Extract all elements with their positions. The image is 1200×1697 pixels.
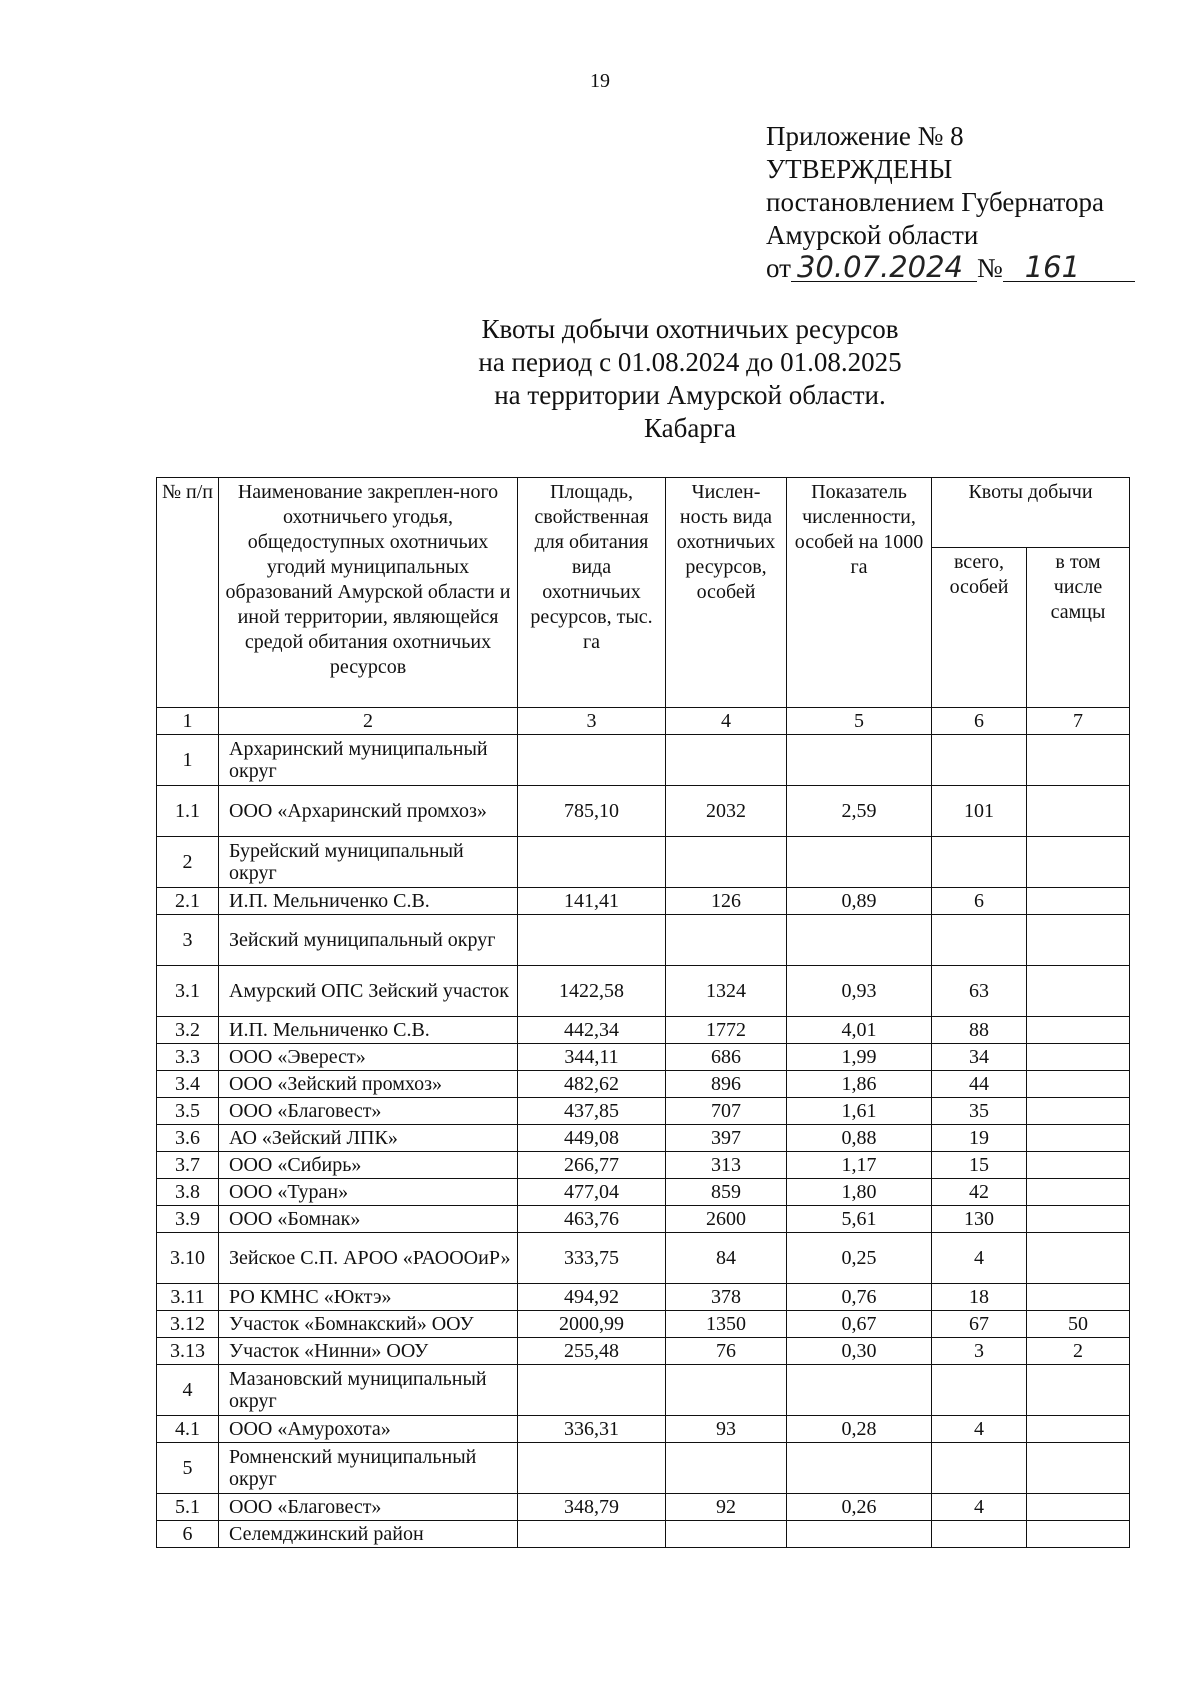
table-row — [157, 1284, 1130, 1311]
cell-quota-males — [1027, 888, 1130, 915]
cell-population: 126 — [666, 888, 787, 915]
cell-area — [518, 1521, 666, 1548]
cell-quota-total: 130 — [932, 1206, 1027, 1233]
cell-area: 333,75 — [518, 1233, 666, 1284]
cell-name: Амурский ОПС Зейский участок — [219, 966, 518, 1017]
table-row — [157, 837, 1130, 888]
cell-density — [787, 915, 932, 966]
handwritten-number: 161 — [1003, 253, 1135, 282]
title-line-3: на территории Амурской области. — [494, 380, 886, 410]
title-line-2: на период с 01.08.2024 до 01.08.2025 — [478, 347, 902, 377]
header-quota: Квоты добычи — [932, 478, 1130, 548]
table-row — [157, 1152, 1130, 1179]
cell-quota-males — [1027, 1521, 1130, 1548]
cell-name: Мазановский муниципальный округ — [219, 1365, 518, 1416]
approval-line-2: Амурской области — [766, 220, 979, 250]
cell-quota-males — [1027, 1071, 1130, 1098]
cell-quota-males — [1027, 1416, 1130, 1443]
cell-name: И.П. Мельниченко С.В. — [219, 888, 518, 915]
cell-population: 686 — [666, 1044, 787, 1071]
cell-num: 3 — [157, 915, 219, 966]
cell-density — [787, 1365, 932, 1416]
cell-population: 1350 — [666, 1311, 787, 1338]
cell-name: Участок «Бомнакский» ООУ — [219, 1311, 518, 1338]
cell-quota-males: 2 — [1027, 1338, 1130, 1365]
cell-population: 2600 — [666, 1206, 787, 1233]
cell-num: 1.1 — [157, 786, 219, 837]
cell-name: ООО «Туран» — [219, 1179, 518, 1206]
table-row — [157, 1521, 1130, 1548]
column-number: 6 — [932, 708, 1027, 735]
cell-quota-males — [1027, 1017, 1130, 1044]
cell-name: ООО «Бомнак» — [219, 1206, 518, 1233]
cell-num: 3.4 — [157, 1071, 219, 1098]
cell-quota-total: 6 — [932, 888, 1027, 915]
column-number: 5 — [787, 708, 932, 735]
cell-area: 336,31 — [518, 1416, 666, 1443]
cell-quota-males — [1027, 1152, 1130, 1179]
cell-density: 0,93 — [787, 966, 932, 1017]
cell-quota-total: 101 — [932, 786, 1027, 837]
cell-quota-males — [1027, 1179, 1130, 1206]
table-row — [157, 1338, 1130, 1365]
cell-population: 313 — [666, 1152, 787, 1179]
cell-density — [787, 1521, 932, 1548]
table-row — [157, 1233, 1130, 1284]
cell-area: 477,04 — [518, 1179, 666, 1206]
table-row — [157, 966, 1130, 1017]
cell-quota-total: 15 — [932, 1152, 1027, 1179]
number-prefix: № — [976, 253, 1003, 283]
cell-area: 141,41 — [518, 888, 666, 915]
cell-name: ООО «Амурохота» — [219, 1416, 518, 1443]
cell-num: 3.12 — [157, 1311, 219, 1338]
cell-quota-males — [1027, 915, 1130, 966]
cell-population — [666, 915, 787, 966]
cell-num: 3.2 — [157, 1017, 219, 1044]
cell-num: 5 — [157, 1443, 219, 1494]
cell-population: 2032 — [666, 786, 787, 837]
cell-population: 1772 — [666, 1017, 787, 1044]
cell-population: 378 — [666, 1284, 787, 1311]
cell-quota-males — [1027, 735, 1130, 786]
title-line-1: Квоты добычи охотничьих ресурсов — [481, 314, 899, 344]
cell-area: 1422,58 — [518, 966, 666, 1017]
cell-num: 3.1 — [157, 966, 219, 1017]
cell-name: ООО «Зейский промхоз» — [219, 1071, 518, 1098]
column-number: 2 — [219, 708, 518, 735]
table-body — [157, 735, 1130, 1548]
cell-quota-total — [932, 1365, 1027, 1416]
header-area: Площадь, свойственная для обитания вида охотничьих ресурсов, тыс. га — [518, 478, 666, 708]
cell-density: 0,30 — [787, 1338, 932, 1365]
approval-line-1: постановлением Губернатора — [766, 187, 1104, 217]
quota-table — [156, 477, 1130, 1548]
cell-area: 494,92 — [518, 1284, 666, 1311]
appendix-label: Приложение № 8 — [766, 121, 964, 151]
table-header — [157, 478, 1130, 735]
cell-density: 1,61 — [787, 1098, 932, 1125]
header-name: Наименование закреплен-ного охотничьего угодья, общедоступных охотничьих угодий муниципальных образований Амурской области и иной территории, являющейся средой обитания охотничьих ресурсов — [219, 478, 518, 708]
cell-density: 0,88 — [787, 1125, 932, 1152]
cell-quota-males — [1027, 1443, 1130, 1494]
table-row — [157, 1179, 1130, 1206]
cell-num: 1 — [157, 735, 219, 786]
cell-name: И.П. Мельниченко С.В. — [219, 1017, 518, 1044]
cell-name: Зейский муниципальный округ — [219, 915, 518, 966]
cell-density — [787, 837, 932, 888]
cell-quota-total — [932, 837, 1027, 888]
cell-density: 0,89 — [787, 888, 932, 915]
cell-density: 0,28 — [787, 1416, 932, 1443]
cell-quota-total: 67 — [932, 1311, 1027, 1338]
cell-population: 707 — [666, 1098, 787, 1125]
cell-area: 348,79 — [518, 1494, 666, 1521]
cell-quota-total: 63 — [932, 966, 1027, 1017]
cell-num: 3.11 — [157, 1284, 219, 1311]
cell-num: 3.7 — [157, 1152, 219, 1179]
cell-density: 0,25 — [787, 1233, 932, 1284]
table-row — [157, 1125, 1130, 1152]
cell-name: Ромненский муниципальный округ — [219, 1443, 518, 1494]
cell-population: 92 — [666, 1494, 787, 1521]
table-row — [157, 735, 1130, 786]
cell-population — [666, 1365, 787, 1416]
cell-area: 266,77 — [518, 1152, 666, 1179]
cell-num: 5.1 — [157, 1494, 219, 1521]
cell-area — [518, 837, 666, 888]
cell-area: 437,85 — [518, 1098, 666, 1125]
cell-density: 5,61 — [787, 1206, 932, 1233]
cell-quota-total: 19 — [932, 1125, 1027, 1152]
cell-area: 463,76 — [518, 1206, 666, 1233]
cell-num: 2 — [157, 837, 219, 888]
cell-name: РО КМНС «Юктэ» — [219, 1284, 518, 1311]
cell-population: 896 — [666, 1071, 787, 1098]
cell-area — [518, 1443, 666, 1494]
table-row — [157, 1494, 1130, 1521]
cell-quota-total — [932, 1521, 1027, 1548]
cell-quota-total: 44 — [932, 1071, 1027, 1098]
cell-num: 3.13 — [157, 1338, 219, 1365]
cell-name: ООО «Архаринский промхоз» — [219, 786, 518, 837]
approved-label: УТВЕРЖДЕНЫ — [766, 154, 953, 184]
cell-population: 397 — [666, 1125, 787, 1152]
cell-name: ООО «Эверест» — [219, 1044, 518, 1071]
cell-quota-total: 4 — [932, 1233, 1027, 1284]
cell-density — [787, 1443, 932, 1494]
cell-quota-males — [1027, 1284, 1130, 1311]
cell-name: ООО «Сибирь» — [219, 1152, 518, 1179]
cell-name: Зейское С.П. АРОО «РАОООиР» — [219, 1233, 518, 1284]
cell-quota-males — [1027, 1098, 1130, 1125]
cell-name: Бурейский муниципальный округ — [219, 837, 518, 888]
cell-name: Архаринский муниципальный округ — [219, 735, 518, 786]
cell-quota-total: 3 — [932, 1338, 1027, 1365]
cell-density: 0,76 — [787, 1284, 932, 1311]
table-row — [157, 1206, 1130, 1233]
column-number: 7 — [1027, 708, 1130, 735]
cell-num: 6 — [157, 1521, 219, 1548]
header-density: Показатель численности, особей на 1000 га — [787, 478, 932, 708]
cell-population — [666, 837, 787, 888]
table-row — [157, 1311, 1130, 1338]
cell-area: 482,62 — [518, 1071, 666, 1098]
cell-population: 1324 — [666, 966, 787, 1017]
column-number: 1 — [157, 708, 219, 735]
title-line-4: Кабарга — [644, 413, 736, 443]
cell-name: Участок «Нинни» ООУ — [219, 1338, 518, 1365]
cell-density: 1,17 — [787, 1152, 932, 1179]
column-number: 4 — [666, 708, 787, 735]
cell-quota-total — [932, 735, 1027, 786]
cell-num: 2.1 — [157, 888, 219, 915]
cell-num: 4.1 — [157, 1416, 219, 1443]
cell-area: 442,34 — [518, 1017, 666, 1044]
cell-population: 84 — [666, 1233, 787, 1284]
cell-density: 1,99 — [787, 1044, 932, 1071]
table-row — [157, 1098, 1130, 1125]
cell-population — [666, 735, 787, 786]
cell-quota-total: 4 — [932, 1416, 1027, 1443]
cell-quota-total — [932, 1443, 1027, 1494]
cell-name: Селемджинский район — [219, 1521, 518, 1548]
table-row — [157, 1017, 1130, 1044]
cell-area — [518, 1365, 666, 1416]
cell-quota-males — [1027, 1494, 1130, 1521]
cell-quota-total: 4 — [932, 1494, 1027, 1521]
table-row — [157, 1443, 1130, 1494]
cell-quota-total: 18 — [932, 1284, 1027, 1311]
cell-density: 0,67 — [787, 1311, 932, 1338]
cell-name: АО «Зейский ЛПК» — [219, 1125, 518, 1152]
cell-population — [666, 1443, 787, 1494]
table-row — [157, 1416, 1130, 1443]
column-number: 3 — [518, 708, 666, 735]
cell-population: 93 — [666, 1416, 787, 1443]
cell-population: 859 — [666, 1179, 787, 1206]
header-quota-total: всего, особей — [932, 548, 1027, 708]
cell-quota-total: 34 — [932, 1044, 1027, 1071]
cell-num: 3.5 — [157, 1098, 219, 1125]
cell-quota-males — [1027, 1044, 1130, 1071]
cell-density: 1,80 — [787, 1179, 932, 1206]
cell-quota-total: 42 — [932, 1179, 1027, 1206]
cell-name: ООО «Благовест» — [219, 1494, 518, 1521]
table-row — [157, 1071, 1130, 1098]
cell-num: 4 — [157, 1365, 219, 1416]
cell-num: 3.9 — [157, 1206, 219, 1233]
cell-area: 449,08 — [518, 1125, 666, 1152]
table-row — [157, 915, 1130, 966]
cell-quota-males — [1027, 837, 1130, 888]
table-row — [157, 786, 1130, 837]
cell-quota-males — [1027, 1365, 1130, 1416]
cell-area — [518, 735, 666, 786]
cell-area: 255,48 — [518, 1338, 666, 1365]
page-number: 19 — [590, 70, 610, 92]
cell-population — [666, 1521, 787, 1548]
cell-area — [518, 915, 666, 966]
cell-density: 2,59 — [787, 786, 932, 837]
cell-num: 3.8 — [157, 1179, 219, 1206]
cell-quota-males — [1027, 1125, 1130, 1152]
cell-quota-males — [1027, 1206, 1130, 1233]
cell-density — [787, 735, 932, 786]
cell-num: 3.3 — [157, 1044, 219, 1071]
cell-quota-males — [1027, 1233, 1130, 1284]
header-population: Числен-ность вида охотничьих ресурсов, особей — [666, 478, 787, 708]
handwritten-date: 30.07.2024 — [791, 253, 977, 282]
header-num: № п/п — [157, 478, 219, 708]
approval-block — [766, 120, 1135, 285]
cell-density: 0,26 — [787, 1494, 932, 1521]
approval-date-line — [766, 252, 1135, 285]
cell-quota-total: 88 — [932, 1017, 1027, 1044]
cell-quota-males — [1027, 966, 1130, 1017]
cell-area: 2000,99 — [518, 1311, 666, 1338]
cell-name: ООО «Благовест» — [219, 1098, 518, 1125]
table-row — [157, 888, 1130, 915]
cell-num: 3.6 — [157, 1125, 219, 1152]
cell-quota-total: 35 — [932, 1098, 1027, 1125]
cell-area: 344,11 — [518, 1044, 666, 1071]
date-prefix: от — [766, 253, 791, 283]
cell-density: 1,86 — [787, 1071, 932, 1098]
cell-num: 3.10 — [157, 1233, 219, 1284]
column-number-row — [157, 708, 1130, 735]
header-quota-males: в том числе самцы — [1027, 548, 1130, 708]
table-row — [157, 1044, 1130, 1071]
cell-population: 76 — [666, 1338, 787, 1365]
cell-quota-males: 50 — [1027, 1311, 1130, 1338]
document-title — [440, 313, 940, 445]
cell-density: 4,01 — [787, 1017, 932, 1044]
cell-area: 785,10 — [518, 786, 666, 837]
cell-quota-males — [1027, 786, 1130, 837]
table-row — [157, 1365, 1130, 1416]
cell-quota-total — [932, 915, 1027, 966]
